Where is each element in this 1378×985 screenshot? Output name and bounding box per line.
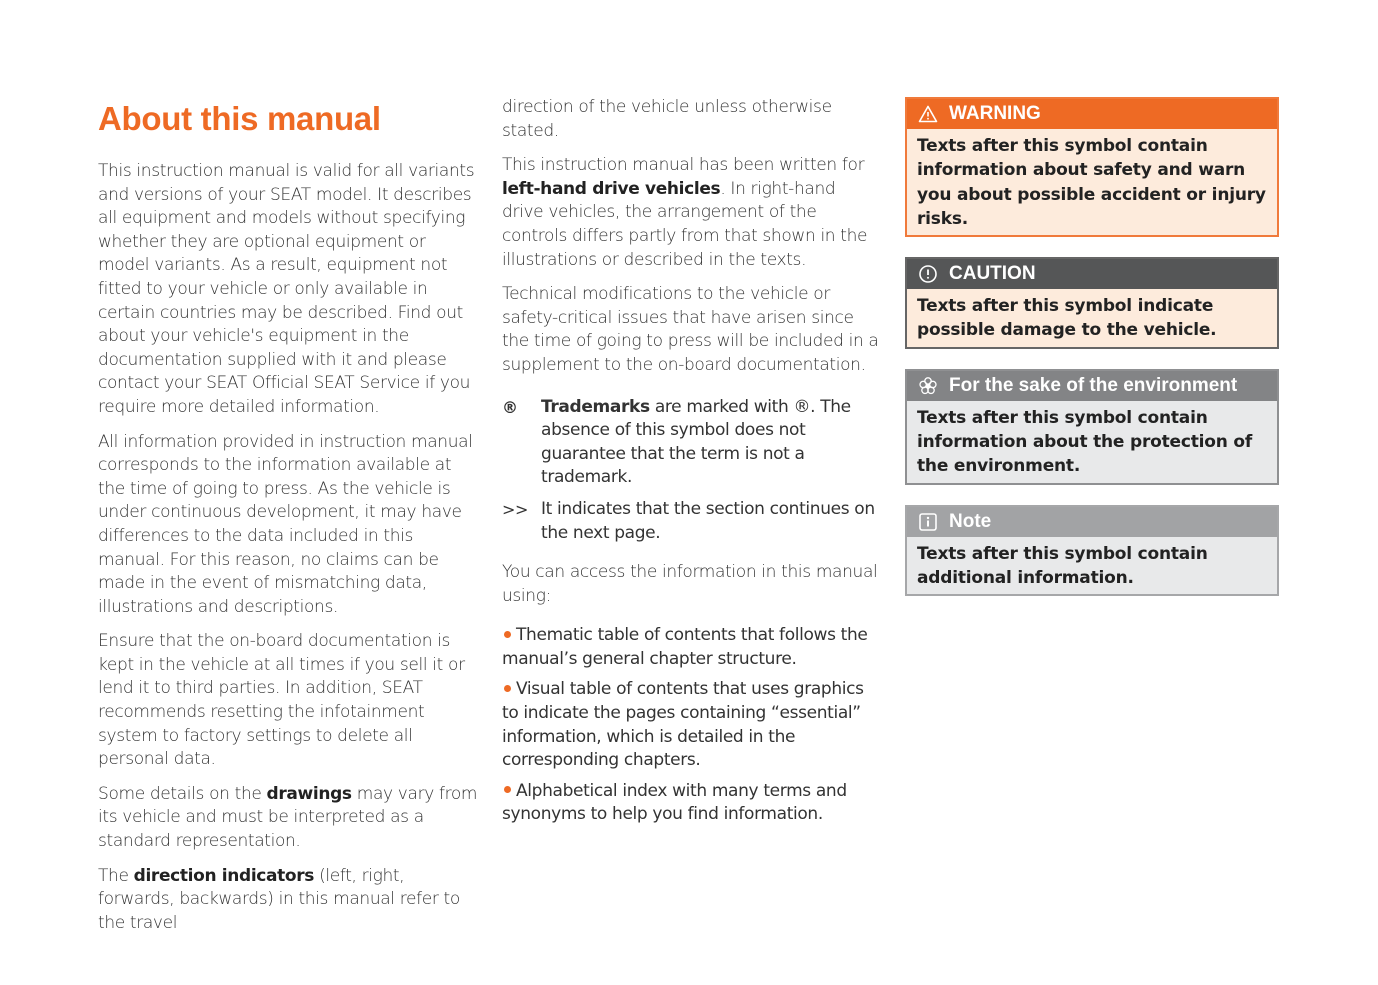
symbol-description: It indicates that the section continues on the next page. xyxy=(541,498,875,543)
bold-term: left-hand drive vehicles xyxy=(502,178,721,199)
list-item-text: Thematic table of contents that follows the manual’s general chapter structure. xyxy=(502,625,868,669)
double-chevron-right-icon: >> xyxy=(502,499,529,519)
paragraph xyxy=(98,783,478,854)
bullet-icon xyxy=(504,685,511,692)
symbol-row-continues xyxy=(502,498,880,545)
text: (left, right, forwards, backwards) in this manual refer to the travel xyxy=(98,865,460,933)
exclamation-circle-icon xyxy=(917,264,939,284)
warning-triangle-icon xyxy=(917,105,939,123)
bold-term: direction indicators xyxy=(133,865,315,886)
text: . In right-hand drive vehicles, the arrangement of the controls differs partly from that shown in the illustrations or described in the texts. xyxy=(502,178,868,270)
warning-title: WARNING xyxy=(949,103,1041,124)
text: are marked with ®. The absence of this symbol does not guarantee that the term is not a trademark. xyxy=(541,396,851,488)
text: Some details on the xyxy=(98,783,267,804)
caution-body: Texts after this symbol indicate possible damage to the vehicle. xyxy=(907,289,1277,347)
symbol-row-trademark xyxy=(502,396,880,490)
note-header xyxy=(907,507,1277,537)
paragraph: Ensure that the on-board documentation is kept in the vehicle at all times if you sell it or lend it to third parties. In addition, SEAT recommends resetting the infotainment system to factory settings to delete all personal data. xyxy=(98,631,465,770)
paragraph xyxy=(502,154,880,272)
list-item xyxy=(502,780,880,827)
list-item-text: Visual table of contents that uses graphics to indicate the pages containing “essential” information, which is detailed in the corresponding chapters. xyxy=(502,679,864,771)
list-item-text: Alphabetical index with many terms and synonyms to help you find information. xyxy=(502,780,847,825)
text: This instruction manual has been written for xyxy=(502,155,865,176)
paragraph: You can access the information in this manual using: xyxy=(502,562,878,606)
note-body: Texts after this symbol contain additional information. xyxy=(907,537,1277,595)
note-title: Note xyxy=(949,510,992,532)
bullet-icon xyxy=(504,631,511,638)
caution-box xyxy=(905,257,1279,349)
environment-body: Texts after this symbol contain information about the protection of the environment. xyxy=(907,401,1277,483)
flower-icon xyxy=(917,376,939,396)
warning-box xyxy=(905,97,1279,237)
environment-title: For the sake of the environment xyxy=(949,374,1238,396)
caution-title: CAUTION xyxy=(949,263,1036,285)
paragraph xyxy=(98,865,478,936)
caution-header xyxy=(907,259,1277,289)
column-2 xyxy=(502,96,880,834)
note-box xyxy=(905,505,1279,597)
symbol-description xyxy=(541,396,880,490)
list-item xyxy=(502,624,880,671)
bullet-icon xyxy=(504,786,511,793)
warning-header xyxy=(907,99,1277,129)
paragraph: All information provided in instruction manual corresponds to the information available at the time of going to press. As the vehicle is under continuous development, it may have differences to the data included in this manual. For this reason, no claims can be made in the event of mismatching data, illustrations and descriptions. xyxy=(98,431,473,617)
environment-header xyxy=(907,371,1277,401)
warning-body: Texts after this symbol contain information about safety and warn you about possible accident or injury risks. xyxy=(907,129,1277,235)
column-1 xyxy=(98,98,478,946)
bold-term: Trademarks xyxy=(541,396,650,417)
column-3 xyxy=(905,97,1279,616)
paragraph: This instruction manual is valid for all variants and versions of your SEAT model. It describes all equipment and models without specifying whether they are optional equipment or model variants. As a result, equipment not fitted to your vehicle or only available in certain countries may be described. Find out about your vehicle's equipment in the documentation supplied with it and please contact your SEAT Official SEAT Service if you require more detailed information. xyxy=(98,161,475,417)
paragraph: Technical modifications to the vehicle or safety-critical issues that have arisen since the time of going to press will be included in a supplement to the on-board documentation. xyxy=(502,284,879,375)
text: The xyxy=(98,865,134,886)
text: may vary from its vehicle and must be interpreted as a standard representation. xyxy=(98,783,478,852)
list-item xyxy=(502,678,880,772)
environment-box xyxy=(905,369,1279,485)
registered-icon: ® xyxy=(502,397,518,417)
paragraph: direction of the vehicle unless otherwise stated. xyxy=(502,97,832,141)
bold-term: drawings xyxy=(266,783,352,804)
page-title: About this manual xyxy=(98,100,381,137)
info-icon xyxy=(917,512,939,532)
